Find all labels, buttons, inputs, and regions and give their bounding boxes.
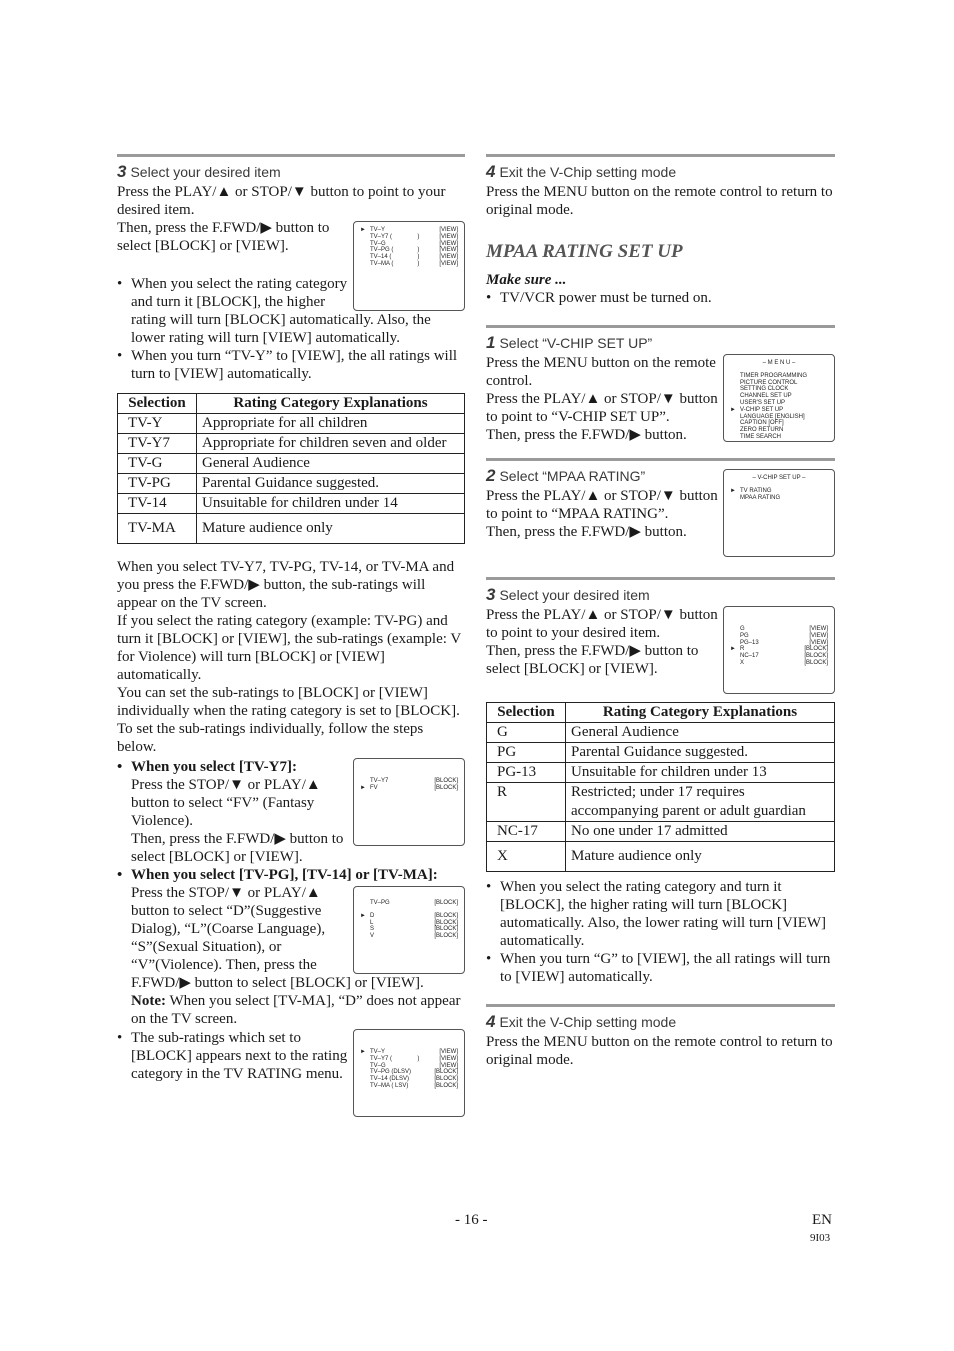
mpaa-rating-screen bbox=[723, 606, 835, 694]
screen-label: V-CHIP SET UP bbox=[740, 406, 784, 413]
rating-selection: TV-PG bbox=[118, 474, 197, 494]
screen-title: – V-CHIP SET UP – bbox=[752, 475, 806, 481]
pointer-icon: ► bbox=[730, 646, 736, 653]
note-body: When you select [TV-MA], “D” does not appear on the TV screen. bbox=[131, 993, 461, 1027]
rating-explanation: Parental Guidance suggested. bbox=[566, 743, 835, 763]
step-number: 2 bbox=[486, 466, 496, 485]
screen-value: [VIEW] bbox=[439, 227, 458, 233]
table-row bbox=[118, 474, 465, 494]
pointer-icon: ► bbox=[360, 912, 366, 919]
main-menu-screen bbox=[723, 354, 835, 442]
rating-explanation: No one under 17 admitted bbox=[566, 822, 835, 842]
language-code: EN bbox=[812, 1212, 832, 1228]
screen-value: [VIEW] bbox=[809, 626, 828, 632]
bullet-item: • The sub-ratings which set to [BLOCK] appears next to the rating category in the TV RATING menu. bbox=[117, 1029, 465, 1083]
step-heading bbox=[486, 1013, 835, 1031]
section-title: MPAA RATING SET UP bbox=[486, 241, 683, 262]
rating-selection: TV-14 bbox=[118, 494, 197, 514]
table-row bbox=[118, 514, 465, 544]
subheading: • When you select [TV-PG], [TV-14] or [TV-MA]: bbox=[117, 866, 465, 884]
table-row bbox=[487, 763, 835, 783]
screen-value: [VIEW] bbox=[809, 639, 828, 646]
rating-explanation: Appropriate for children seven and older bbox=[197, 434, 465, 454]
rating-selection: TV-Y bbox=[118, 414, 197, 434]
screen-value: [BLOCK] bbox=[434, 778, 458, 784]
screen-label: ZERO RETURN bbox=[740, 427, 784, 434]
step-title: Select your desired item bbox=[130, 164, 281, 180]
step-number: 3 bbox=[117, 162, 127, 181]
step-title: Exit the V-Chip setting mode bbox=[499, 1014, 677, 1030]
screen-value: [VIEW] bbox=[439, 260, 458, 267]
screen-row bbox=[730, 373, 828, 380]
screen-rows bbox=[730, 488, 828, 502]
rating-selection: TV-MA bbox=[118, 514, 197, 544]
screen-row bbox=[730, 420, 828, 427]
instruction-text: Press the MENU button on the remote control to return to original mode. bbox=[486, 184, 833, 218]
table-row bbox=[118, 494, 465, 514]
screen-value: [VIEW] bbox=[439, 240, 458, 247]
pointer-icon bbox=[730, 434, 740, 441]
pointer-icon bbox=[360, 778, 370, 785]
screen-value: [BLOCK] bbox=[804, 653, 828, 660]
rating-selection: PG bbox=[487, 743, 566, 763]
rating-selection: PG-13 bbox=[487, 763, 566, 783]
screen-value: [VIEW] bbox=[439, 233, 458, 240]
screen-value: [VIEW] bbox=[439, 254, 458, 261]
screen-row bbox=[730, 434, 828, 441]
pointer-icon bbox=[360, 261, 370, 268]
screen-label: TV–14 ( bbox=[370, 254, 392, 261]
screen-row bbox=[360, 920, 458, 927]
step-number: 1 bbox=[486, 333, 496, 352]
pointer-icon bbox=[730, 633, 740, 640]
rating-explanation: Mature audience only bbox=[566, 842, 835, 872]
screen-label: PICTURE CONTROL bbox=[740, 379, 798, 386]
screen-row bbox=[360, 227, 458, 234]
bullet-item: • When you select the rating category and turn it [BLOCK], the higher rating will turn [BLOCK] automatically. Also, the lower rating will turn [VIEW] automatically. bbox=[117, 275, 465, 347]
screen-row bbox=[730, 414, 828, 421]
table-row bbox=[487, 822, 835, 842]
vchip-setup-screen bbox=[723, 469, 835, 557]
pointer-icon bbox=[730, 660, 740, 667]
step-heading bbox=[117, 163, 465, 181]
paragraph: You can set the sub-ratings to [BLOCK] or [VIEW] individually when the rating category is set to [BLOCK]. bbox=[117, 685, 460, 719]
screen-row: TV–PG [BLOCK] bbox=[370, 900, 458, 906]
screen-paren: ) bbox=[417, 233, 420, 240]
table-row bbox=[118, 434, 465, 454]
screen-label: TV–14 (DLSV) bbox=[370, 1076, 410, 1083]
screen-label: L bbox=[370, 919, 374, 926]
screen-rows bbox=[360, 913, 458, 940]
screen-row bbox=[360, 778, 458, 785]
screen-paren bbox=[412, 1083, 434, 1090]
rating-selection: TV-Y7 bbox=[118, 434, 197, 454]
pointer-icon bbox=[360, 234, 370, 241]
pointer-icon bbox=[730, 400, 740, 407]
screen-label: TV–Y7 ( bbox=[370, 1055, 393, 1062]
screen-row bbox=[730, 660, 828, 667]
instruction-text: Press the STOP/▼ or PLAY/▲ button to select “FV” (Fantasy Violence). bbox=[131, 777, 321, 829]
instruction-text: Press the PLAY/▲ or STOP/▼ button to point to your desired item. bbox=[117, 184, 446, 218]
pointer-icon: ► bbox=[360, 784, 366, 791]
pointer-icon bbox=[360, 1083, 370, 1090]
pointer-icon bbox=[730, 626, 740, 633]
screen-value: [VIEW] bbox=[809, 632, 828, 639]
screen-label: TIMER PROGRAMMING bbox=[740, 372, 807, 379]
bullet-item: • When you turn “TV-Y” to [VIEW], the all ratings will turn to [VIEW] automatically. bbox=[117, 347, 465, 383]
screen-rows bbox=[730, 626, 828, 667]
screen-row bbox=[730, 640, 828, 647]
screen-label: S bbox=[370, 926, 375, 933]
table-header: Rating Category Explanations bbox=[566, 703, 835, 723]
screen-value: [BLOCK] bbox=[434, 784, 458, 791]
step-1-select-vchip bbox=[486, 325, 835, 444]
screen-label: TV–Y bbox=[370, 1049, 386, 1055]
screen-row bbox=[360, 785, 458, 792]
pointer-icon bbox=[730, 380, 740, 387]
screen-row bbox=[360, 933, 458, 940]
rating-explanation: Mature audience only bbox=[197, 514, 465, 544]
screen-paren bbox=[417, 241, 439, 248]
rating-explanation: Restricted; under 17 requires accompanying parent or adult guardian bbox=[566, 783, 835, 822]
screen-row bbox=[730, 393, 828, 400]
screen-value: [VIEW] bbox=[439, 1062, 458, 1069]
screen-row bbox=[360, 261, 458, 268]
screen-label: R bbox=[740, 646, 745, 653]
screen-row bbox=[360, 1083, 458, 1090]
step-3-select-item bbox=[117, 154, 465, 383]
table-row bbox=[118, 454, 465, 474]
screen-label: USER'S SET UP bbox=[740, 399, 786, 406]
table-row bbox=[487, 723, 835, 743]
pointer-icon bbox=[730, 386, 740, 393]
rating-selection: TV-G bbox=[118, 454, 197, 474]
table-row bbox=[487, 743, 835, 763]
screen-row bbox=[730, 495, 828, 502]
instruction-text: Press the PLAY/▲ or STOP/▼ button to point to your desired item. bbox=[486, 607, 718, 641]
rating-selection: G bbox=[487, 723, 566, 743]
step-heading bbox=[486, 334, 835, 352]
screen-title: – M E N U – bbox=[762, 360, 796, 366]
pointer-icon bbox=[730, 495, 740, 502]
screen-label: TV–MA ( bbox=[370, 260, 394, 267]
screen-value: [VIEW] bbox=[439, 1055, 458, 1062]
step-title: Exit the V-Chip setting mode bbox=[499, 164, 677, 180]
right-column bbox=[486, 154, 835, 1069]
screen-rows bbox=[730, 373, 828, 441]
sub-ratings-section bbox=[117, 1029, 465, 1089]
screen-row bbox=[360, 247, 458, 254]
screen-value: [BLOCK] bbox=[434, 1069, 458, 1076]
pointer-icon bbox=[360, 247, 370, 254]
screen-value: [BLOCK] bbox=[434, 933, 458, 940]
step-title: Select your desired item bbox=[499, 587, 650, 603]
rating-selection: R bbox=[487, 783, 566, 822]
screen-row bbox=[730, 626, 828, 633]
screen-row bbox=[360, 913, 458, 920]
step-heading bbox=[486, 586, 835, 604]
page-number: - 16 - bbox=[455, 1212, 488, 1228]
rating-selection: NC-17 bbox=[487, 822, 566, 842]
tv-pg-screen bbox=[353, 886, 465, 974]
screen-row bbox=[730, 488, 828, 495]
screen-label: V bbox=[370, 933, 375, 940]
bullet-item: • When you select the rating category and turn it [BLOCK], the higher rating will turn [BLOCK] automatically. Also, the lower rating will turn [VIEW] automatically. bbox=[486, 878, 835, 950]
screen-label: TV–MA ( LSV) bbox=[370, 1082, 409, 1089]
pointer-icon bbox=[360, 254, 370, 261]
screen-label: TIME SEARCH bbox=[740, 433, 782, 440]
screen-label: CAPTION [OFF] bbox=[740, 420, 784, 427]
screen-label: CHANNEL SET UP bbox=[740, 393, 792, 400]
screen-label: TV–Y bbox=[370, 227, 386, 233]
tv-rating-table bbox=[117, 393, 465, 544]
instruction-text: Then, press the F.FWD/▶ button. bbox=[486, 427, 687, 443]
pointer-icon bbox=[730, 427, 740, 434]
screen-row bbox=[730, 653, 828, 660]
screen-row bbox=[730, 633, 828, 640]
instruction-text: Press the MENU button on the remote control. bbox=[486, 355, 716, 389]
screen-label: X bbox=[740, 659, 745, 666]
pointer-icon bbox=[360, 920, 370, 927]
bullet-item: • When you turn “G” to [VIEW], the all ratings will turn to [VIEW] automatically. bbox=[486, 950, 835, 986]
screen-paren bbox=[417, 227, 439, 234]
screen-value: [BLOCK] bbox=[434, 1076, 458, 1083]
screen-row bbox=[730, 400, 828, 407]
screen-paren: ) bbox=[417, 254, 420, 261]
mpaa-rating-table bbox=[486, 702, 835, 872]
pointer-icon bbox=[730, 414, 740, 421]
screen-label: MPAA RATING bbox=[740, 494, 781, 501]
pointer-icon bbox=[360, 926, 370, 933]
rating-explanation: Parental Guidance suggested. bbox=[197, 474, 465, 494]
table-header: Selection bbox=[118, 394, 197, 414]
screen-label: TV–G bbox=[370, 240, 386, 247]
paragraph: To set the sub-ratings individually, follow the steps below. bbox=[117, 721, 424, 755]
step-title: Select “V-CHIP SET UP” bbox=[499, 335, 653, 351]
pointer-icon bbox=[360, 241, 370, 248]
rating-explanation: General Audience bbox=[197, 454, 465, 474]
step-4-exit bbox=[486, 154, 835, 219]
paragraph: If you select the rating category (example: TV-PG) and turn it [BLOCK] or [VIEW], the sub-ratings (example: V for Violence) will turn [BLOCK] or [VIEW] automatically. bbox=[117, 613, 461, 683]
bullet-item: • TV/VCR power must be turned on. bbox=[486, 289, 835, 307]
screen-rows bbox=[360, 227, 458, 268]
screen-label: FV bbox=[370, 784, 378, 791]
note-label: Note: bbox=[131, 993, 166, 1009]
table-row bbox=[487, 783, 835, 822]
screen-row bbox=[730, 407, 828, 414]
table-header: Selection bbox=[487, 703, 566, 723]
pointer-icon: ► bbox=[360, 227, 366, 233]
screen-label: NC–17 bbox=[740, 653, 759, 660]
screen-label: G bbox=[740, 626, 745, 632]
instruction-text: Press the PLAY/▲ or STOP/▼ button to point to “V-CHIP SET UP”. bbox=[486, 391, 718, 425]
screen-value: [VIEW] bbox=[439, 247, 458, 254]
screen-paren: ) bbox=[417, 1055, 420, 1062]
step-2-select-mpaa bbox=[486, 458, 835, 541]
pointer-icon bbox=[730, 420, 740, 427]
paragraph: When you select TV-Y7, TV-PG, TV-14, or TV-MA and you press the F.FWD/▶ button, the sub-ratings will appear on the TV screen. bbox=[117, 559, 455, 611]
step-number: 4 bbox=[486, 162, 496, 181]
screen-label: TV–Y7 ( bbox=[370, 233, 393, 240]
rating-explanation: Unsuitable for children under 14 bbox=[197, 494, 465, 514]
screen-value: [BLOCK] bbox=[434, 1082, 458, 1089]
y7-section bbox=[117, 758, 465, 866]
pointer-icon bbox=[730, 653, 740, 660]
screen-row bbox=[730, 386, 828, 393]
screen-paren: ) bbox=[417, 260, 420, 267]
instruction-text: Then, press the F.FWD/▶ button. bbox=[486, 524, 687, 540]
screen-value: [BLOCK] bbox=[434, 912, 458, 919]
instruction-text: Press the PLAY/▲ or STOP/▼ button to point to “MPAA RATING”. bbox=[486, 488, 718, 522]
screen-label: PG–13 bbox=[740, 639, 759, 646]
pointer-icon: ► bbox=[730, 487, 736, 494]
screen-value: [BLOCK] bbox=[434, 919, 458, 926]
subheading: • When you select [TV-Y7]: bbox=[117, 758, 465, 776]
screen-row bbox=[730, 380, 828, 387]
table-row bbox=[118, 414, 465, 434]
screen-label: TV–G bbox=[370, 1062, 386, 1069]
screen-label: D bbox=[370, 912, 375, 919]
instruction-text: Then, press the F.FWD/▶ button to select [BLOCK] or [VIEW]. bbox=[131, 831, 344, 865]
screen-value: [BLOCK] bbox=[434, 926, 458, 933]
pointer-icon bbox=[730, 640, 740, 647]
document-code: 9I03 bbox=[810, 1232, 831, 1244]
instruction-text: Press the MENU button on the remote control to return to original mode. bbox=[486, 1034, 833, 1068]
screen-row bbox=[360, 254, 458, 261]
screen-row bbox=[730, 427, 828, 434]
screen-row bbox=[360, 234, 458, 241]
table-row bbox=[487, 842, 835, 872]
screen-value: [VIEW] bbox=[439, 1049, 458, 1055]
make-sure-label: Make sure ... bbox=[486, 272, 567, 288]
pg-section bbox=[117, 884, 465, 1028]
screen-label: TV–Y7 bbox=[370, 778, 389, 784]
screen-label: TV–PG (DLSV) bbox=[370, 1069, 412, 1076]
table-header: Rating Category Explanations bbox=[197, 394, 465, 414]
screen-rows bbox=[360, 778, 458, 792]
screen-value: [BLOCK] bbox=[804, 646, 828, 653]
pointer-icon bbox=[730, 373, 740, 380]
step-title: Select “MPAA RATING” bbox=[499, 468, 646, 484]
screen-label: SETTING CLOCK bbox=[740, 386, 789, 393]
step-number: 3 bbox=[486, 585, 496, 604]
screen-row bbox=[360, 241, 458, 248]
instruction-text: Press the STOP/▼ or PLAY/▲ button to select “D”(Suggestive Dialog), “L”(Coarse Language), “S”(Sexual Situation), or “V”(Violence). Then, press the F.FWD/▶ button to select [BLOCK] or [VIEW]. bbox=[131, 885, 424, 991]
pointer-icon bbox=[730, 393, 740, 400]
step-number: 4 bbox=[486, 1012, 496, 1031]
screen-label: LANGUAGE [ENGLISH] bbox=[740, 413, 805, 420]
screen-row bbox=[360, 926, 458, 933]
screen-paren: ) bbox=[417, 247, 420, 254]
screen-row bbox=[730, 646, 828, 653]
instruction-text: Then, press the F.FWD/▶ button to select [BLOCK] or [VIEW]. bbox=[117, 220, 330, 254]
step-3-select-item bbox=[486, 577, 835, 678]
pointer-icon: ► bbox=[730, 406, 736, 413]
note-text bbox=[117, 992, 465, 1028]
rating-explanation: General Audience bbox=[566, 723, 835, 743]
screen-label: TV RATING bbox=[740, 487, 772, 494]
pointer-icon bbox=[360, 933, 370, 940]
screen-label: TV–PG ( bbox=[370, 247, 394, 254]
screen-value: [BLOCK] bbox=[804, 659, 828, 666]
rating-selection: X bbox=[487, 842, 566, 872]
instruction-text: Then, press the F.FWD/▶ button to select [BLOCK] or [VIEW]. bbox=[486, 643, 699, 677]
rating-explanation: Unsuitable for children under 13 bbox=[566, 763, 835, 783]
step-heading bbox=[486, 163, 835, 181]
pointer-icon: ► bbox=[360, 1049, 366, 1055]
step-4-exit bbox=[486, 1004, 835, 1069]
screen-label: PG bbox=[740, 632, 749, 639]
left-column bbox=[117, 154, 465, 1117]
rating-explanation: Appropriate for all children bbox=[197, 414, 465, 434]
